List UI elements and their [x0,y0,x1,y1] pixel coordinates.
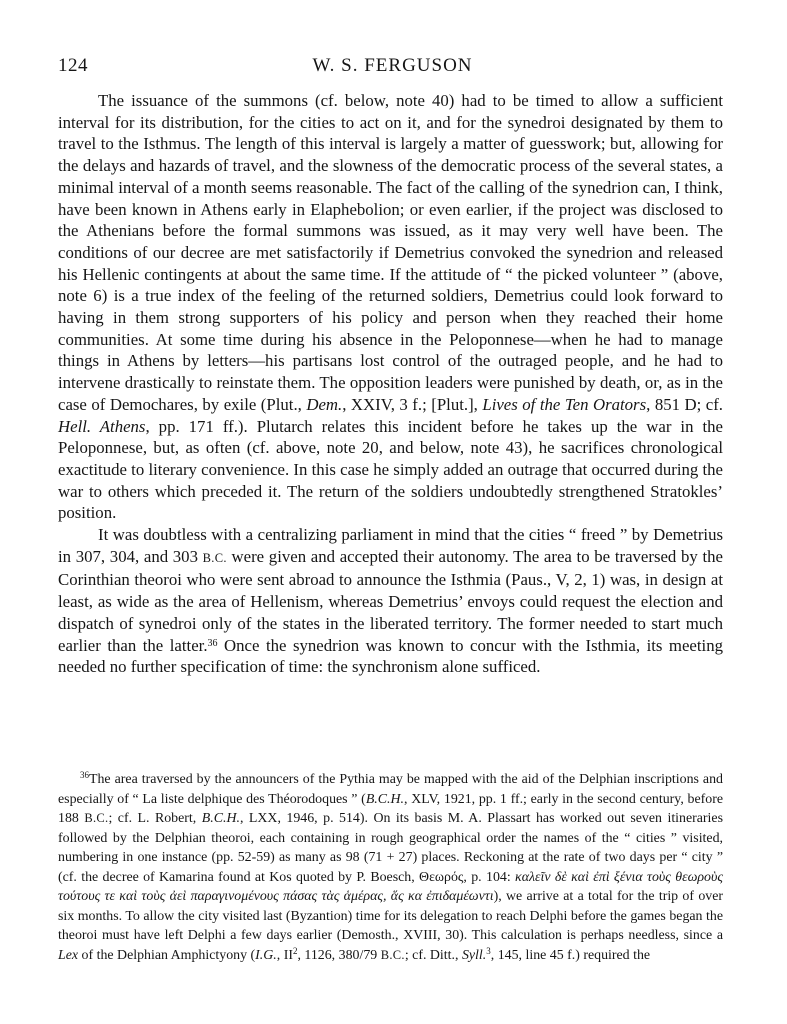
fn-t4: , LXX, 1946, p. 514). On its basis M. A. Plassart has worked out seven itineraries followed by the Delphian theoroi, each containing in rough geographical order the names of the “ cities ” visited, numbering in one instance (pp. 52-59) as many as 98 (71 + 27) places. Reckoning at the rate of two days per “ city ” (cf. the decree of Kamarina found at Kos quoted by P. Boesch, Θεωρός, p. 104: [58,811,723,885]
citation-hell-athens: Hell. Athens [58,416,146,436]
citation-dem: Dem. [306,394,343,414]
fn-sup-3: 3 [486,945,491,956]
fn-t10: , 145, line 45 f.) required the [490,947,651,963]
fn-t9: ; cf. Ditt., [404,947,459,963]
running-header [58,55,727,79]
paragraph-2-end: Once the synedrion was known to concur with the Isthmia, its meeting needed no further specification of time: the synchronism alone sufficed. [58,635,723,677]
fn-bc-1: B.C. [84,811,109,825]
fn-t5: ), we arrive at a total for the trip of over six months. To allow the city visited last (Byzantion) time for its delegation to reach Delphi before the games began the theoroi must have left Delphi a few days earlier (Demosth., XVIII, 30). This calculation is perhaps needless, since a [58,889,723,943]
bc-abbrev: B.C. [202,550,227,565]
fn-syll: Syll. [461,947,487,963]
fn-lex: Lex [58,947,79,963]
fn-t2: , XLV, 1921, pp. 1 ff.; early in the second century, before 188 [58,791,724,826]
fn-t6: of the Delphian Amphictyony ( [81,947,256,963]
paragraph-1 [58,90,723,524]
running-title: W. S. FERGUSON [312,55,473,76]
paragraph-1-mid1: , XXIV, 3 f.; [Plut.], [342,394,478,414]
body-text [58,90,723,678]
fn-bc-2: B.C. [380,947,405,962]
paragraph-2-mid: were given and accepted their autonomy. The area to be traversed by the Corinthian theoroi who were sent abroad to announce the Isthmia (Paus., V, 2, 1) was, in design at least, as wide as the area of Hellenism, whereas Demetrius’ envoys could request the election and dispatch of synedroi only of the states in the liberated territory. The former needed to start much earlier than the latter. [58,546,723,655]
page-number: 124 [58,55,88,76]
paragraph-2-start: It was doubtless with a centralizing parliament in mind that the cities “ freed ” by Demetrius in 307, 304, and 303 [58,525,723,566]
citation-lives: Lives of the Ten Orators [482,394,647,414]
paragraph-1-text: The issuance of the summons (cf. below, note 40) had to be timed to allow a sufficient interval for its distribution, for the cities to act on it, and for the synedroi designated by them to travel to the Isthmus. The length of this interval is largely a matter of guesswork; but, allowing for the delays and hazards of travel, and the slowness of the democratic process of the several states, a minimal interval of a month seems reasonable. The fact of the calling of the synedrion can, I think, have been known in Athens early in Elaphebolion; or even earlier, if the project was disclosed to the Athenians before the formal summons was issued, as it may very well have been. The conditions of our decree are met satisfactorily if Demetrius convoked the synedrion and released his Hellenic contingents at about the same time. If the attitude of “ the picked volunteer ” (above, note 6) is a true index of the feeling of the returned soldiers, Demetrius could look forward to having in them strong supporters of his policy and person when they reached their home communities. At some time during his absence in the Peloponnese—when he had to manage things in Athens by letters—his partisans lost control of the outraged people, and he had to intervene drastically to reinstate them. The opposition leaders were punished by death, or, as in the case of Demochares, by exile (Plut., [58,91,723,414]
fn-sup-2: 2 [292,945,298,956]
paragraph-1-mid2: , 851 D; cf. [646,394,724,414]
fn-t8: , 1126, 380/79 [297,947,378,963]
paragraph-2 [58,524,723,678]
footnote-36 [58,770,723,965]
fn-ig: I.G. [255,947,277,963]
fn-t3: ; cf. L. Robert, [108,811,197,826]
footnote-text [58,770,723,965]
fn-bch-2: B.C.H. [201,811,240,826]
fn-t1: The area traversed by the announcers of the Pythia may be mapped with the aid of the Delphian inscriptions and especially of “ La liste delphique des Théorodoques ” ( [58,772,723,807]
footnote-ref-36[interactable]: 36 [207,637,218,649]
footnote-number: 36 [80,770,89,780]
fn-greek-quote: καλεῖν δὲ καὶ ἐπὶ ξένια τοὺς θεωροὺς τούτους τε καὶ τοὺς ἀεὶ παραγινομένους πάσας τὰς ἁμέρας, ἅς κα ἐπιδαμέωντι [58,869,723,904]
fn-bch-1: B.C.H. [365,791,405,807]
paragraph-1-end: , pp. 171 ff.). Plutarch relates this incident before he takes up the war in the Peloponnese, but, as often (cf. above, note 20, and below, note 43), he sacrifices chronological exactitude to literary convenience. In this case he simply added an outrage that occurred during the war to others which preceded it. The return of the soldiers undoubtedly strengthened Stratokles’ position. [58,416,723,523]
fn-t7: , II [276,947,293,963]
